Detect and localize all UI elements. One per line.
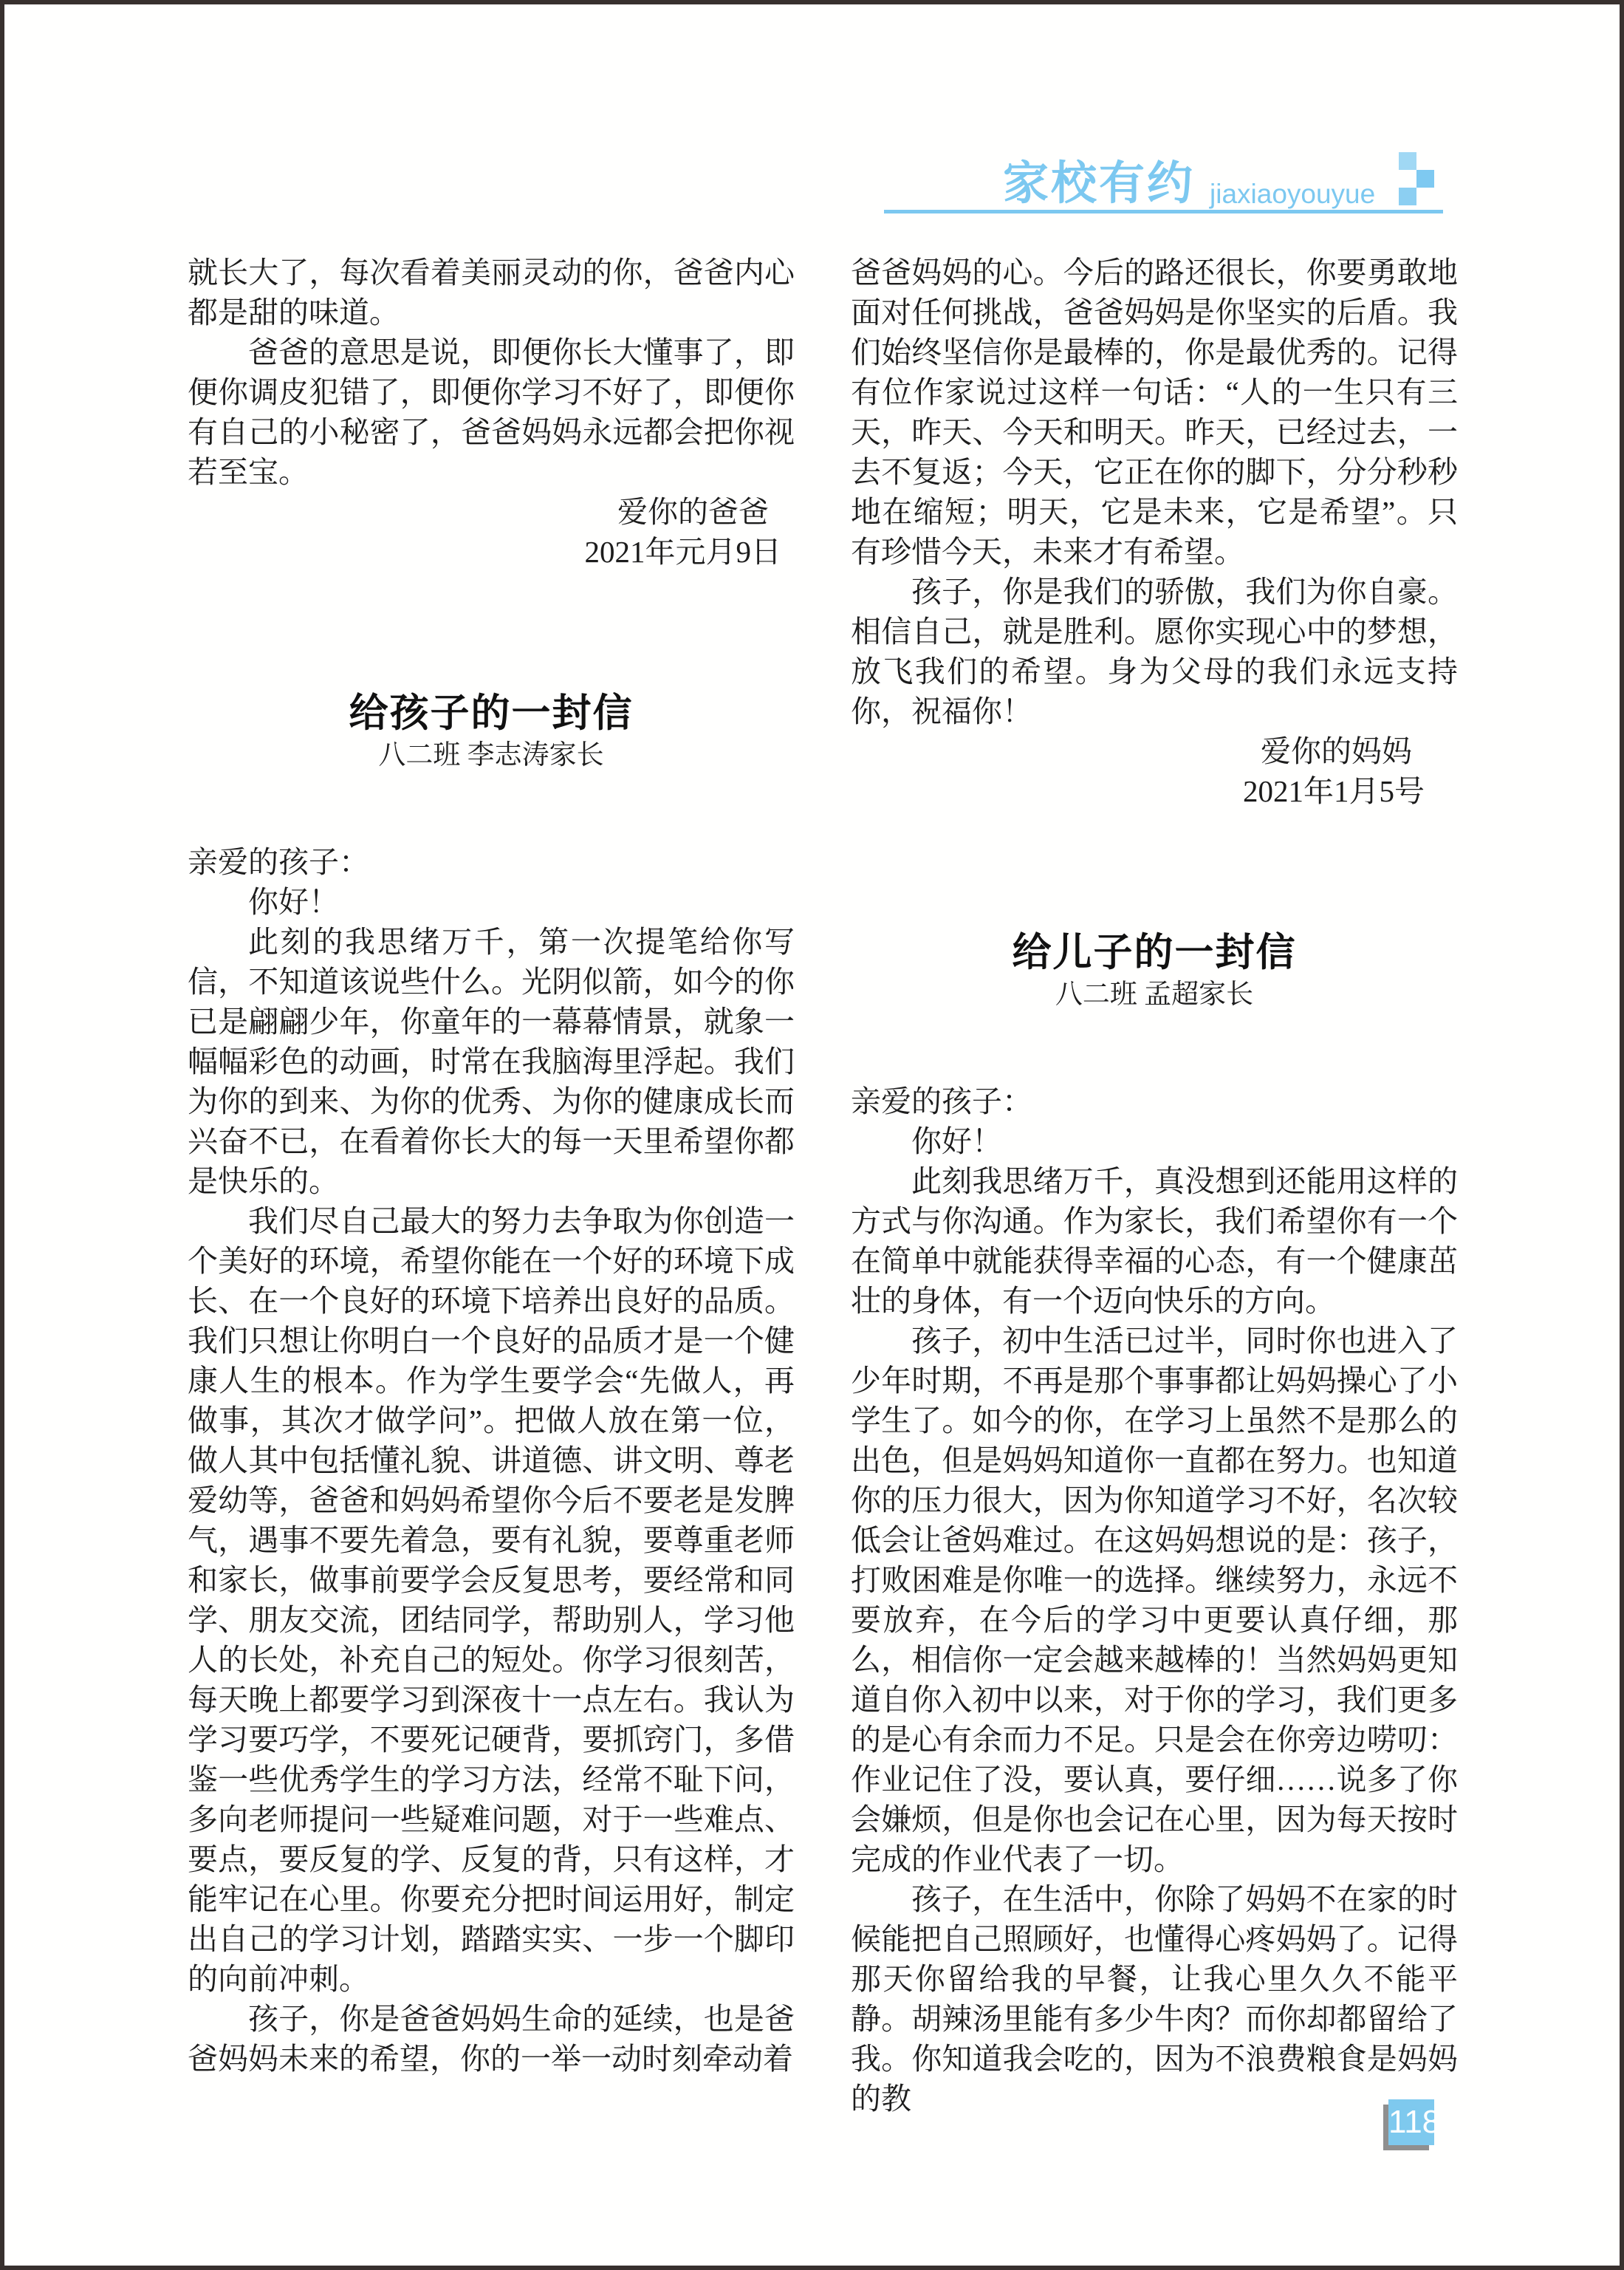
letter3-paragraph-3: 孩子，在生活中，你除了妈妈不在家的时候能把自己照顾好，也懂得心疼妈妈了。记得那天你留给我的早餐，让我心里久久不能平静。胡辣汤里能有多少牛肉？而你却都留给了我。你知道我会吃的，因为不浪费粮食是妈妈的教 bbox=[851, 1882, 1458, 2116]
letter2-byline: 八二班 李志涛家长 bbox=[378, 740, 604, 770]
right-column bbox=[851, 253, 1458, 2119]
letter2-paragraph-2: 我们尽自己最大的努力去争取为你创造一个美好的环境，希望你能在一个好的环境下成长、在一个良好的环境下培养出良好的品质。我们只想让你明白一个良好的品质才是一个健康人生的根本。作为学生要学会“先做人，再做事，其次才做学问”。把做人放在第一位，做人其中包括懂礼貌、讲道德、讲文明、尊老爱幼等，爸爸和妈妈希望你今后不要老是发脾气，遇事不要先着急，要有礼貌，要尊重老师和家长，做事前要学会反复思考，要经常和同学、朋友交流，团结同学，帮助别人，学习他人的长处，补充自己的短处。你学习很刻苦，每天晚上都要学习到深夜十一点左右。我认为学习要巧学，不要死记硬背，要抓窍门，多借鉴一些优秀学生的学习方法，经常不耻下问，多向老师提问一些疑难问题，对于一些难点、要点，要反复的学、反复的背，只有这样，才能牢记在心里。你要充分把时间运用好，制定出自己的学习计划，踏踏实实、一步一个脚印的向前冲刺。 bbox=[188, 1204, 795, 1996]
letter1-paragraph: 爸爸的意思是说，即便你长大懂事了，即便你调皮犯错了，即便你学习不好了，即便你有自己的小秘密了，爸爸妈妈永远都会把你视若至宝。 bbox=[188, 335, 795, 489]
pixel-squares-icon bbox=[1399, 152, 1434, 205]
letter1-signature: 爱你的爸爸 bbox=[617, 495, 769, 529]
left-column bbox=[188, 253, 795, 2079]
letter3-byline: 八二班 孟超家长 bbox=[1055, 980, 1254, 1010]
letter2-title: 给孩子的一封信 bbox=[349, 692, 634, 735]
section-title-pinyin: jiaxiaoyouyue bbox=[1210, 179, 1376, 209]
letter3-title: 给儿子的一封信 bbox=[1012, 931, 1297, 974]
letter2-salutation: 亲爱的孩子： bbox=[188, 845, 369, 879]
letter2-paragraph-1: 此刻的我思绪万千，第一次提笔给你写信，不知道该说些什么。光阴似箭，如今的你已是翩翩少年，你童年的一幕幕情景，就象一幅幅彩色的动画，时常在我脑海里浮起。我们为你的到来、为你的优秀、为你的健康成长而兴奋不已，在看着你长大的每一天里希望你都是快乐的。 bbox=[188, 925, 795, 1198]
decor-square-top bbox=[1399, 152, 1416, 170]
letter3-paragraph-2: 孩子，初中生活已过半，同时你也进入了少年时期，不再是那个事事都让妈妈操心了小学生了。如今的你，在学习上虽然不是那么的出色，但是妈妈知道你一直都在努力。也知道你的压力很大，因为你知道学习不好，名次较低会让爸妈难过。在这妈妈想说的是：孩子，打败困难是你唯一的选择。继续努力，永远不要放弃，在今后的学习中更要认真仔细，那么，相信你一定会越来越棒的！当然妈妈更知道自你入初中以来，对于你的学习，我们更多的是心有余而力不足。只是会在你旁边唠叨：作业记住了没，要认真，要仔细……说多了你会嫌烦，但是你也会记在心里，因为每天按时完成的作业代表了一切。 bbox=[851, 1324, 1458, 1876]
page-number-badge: 118 bbox=[1388, 2099, 1434, 2145]
letter2-signature: 爱你的妈妈 bbox=[1261, 734, 1412, 768]
letter2-greeting: 你好！ bbox=[248, 885, 339, 919]
letter3-salutation: 亲爱的孩子： bbox=[851, 1084, 1032, 1118]
decor-square-bottom bbox=[1399, 188, 1416, 205]
letter3-paragraph-1: 此刻我思绪万千，真没想到还能用这样的方式与你沟通。作为家长，我们希望你有一个在简单中就能获得幸福的心态，有一个健康茁壮的身体，有一个迈向快乐的方向。 bbox=[851, 1164, 1458, 1318]
letter2-paragraph-3-right: 爸爸妈妈的心。今后的路还很长，你要勇敢地面对任何挑战，爸爸妈妈是你坚实的后盾。我们始终坚信你是最棒的，你是最优秀的。记得有位作家说过这样一句话：“人的一生只有三天，昨天、今天和明天。昨天，已经过去，一去不复返；今天，它正在你的脚下，分分秒秒地在缩短；明天，它是未来，它是希望”。只有珍惜今天，未来才有希望。 bbox=[851, 256, 1458, 569]
header-underline bbox=[884, 210, 1443, 213]
decor-square-middle bbox=[1416, 170, 1434, 188]
section-title: 家校有约 bbox=[1003, 158, 1196, 209]
letter3-greeting: 你好！ bbox=[911, 1124, 1002, 1158]
letter1-date: 2021年元月9日 bbox=[584, 535, 781, 569]
letter2-date: 2021年1月5号 bbox=[1243, 774, 1425, 808]
letter2-paragraph-4: 孩子，你是我们的骄傲，我们为你自豪。相信自己，就是胜利。愿你实现心中的梦想，放飞我们的希望。身为父母的我们永远支持你，祝福你！ bbox=[851, 575, 1458, 728]
letter1-continuation-paragraph: 就长大了，每次看着美丽灵动的你，爸爸内心都是甜的味道。 bbox=[188, 256, 795, 329]
letter2-paragraph-3-left: 孩子，你是爸爸妈妈生命的延续，也是爸爸妈妈未来的希望，你的一举一动时刻牵动着 bbox=[188, 2002, 795, 2076]
